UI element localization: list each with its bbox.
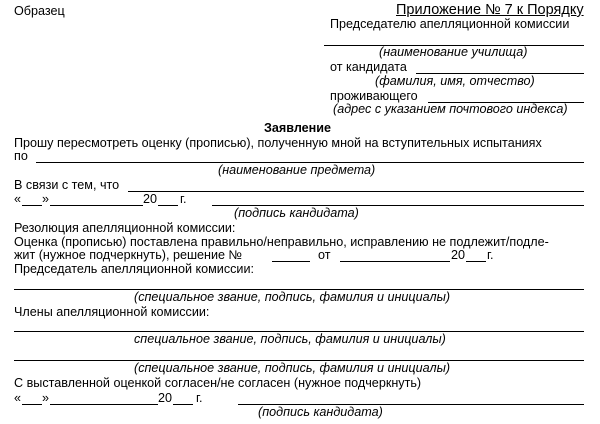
sample-label: Образец xyxy=(14,4,65,18)
candidate-signature-caption: (подпись кандидата) xyxy=(234,206,359,220)
final-date-year-prefix: 20 xyxy=(158,391,173,405)
request-text: Прошу пересмотреть оценку (прописью), полученную мной на вступительных испытаниях xyxy=(14,136,542,150)
decision-year-line[interactable] xyxy=(466,261,486,262)
final-date-month-line[interactable] xyxy=(50,404,158,405)
final-date-g-label: г. xyxy=(196,391,203,405)
statement-title: Заявление xyxy=(264,121,332,135)
decision-g-label: г. xyxy=(487,248,494,262)
final-date-quote-open: « xyxy=(14,391,22,405)
agreement-text: С выставленной оценкой согласен/не согласен (нужное подчеркнуть) xyxy=(14,376,422,390)
final-signature-caption: (подпись кандидата) xyxy=(258,405,383,419)
reason-label: В связи с тем, что xyxy=(14,178,120,192)
candidate-name-caption: (фамилия, имя, отчество) xyxy=(375,74,535,88)
chairman-caption: (специальное звание, подпись, фамилия и инициалы) xyxy=(134,290,451,304)
date-quote-close: » xyxy=(42,192,50,206)
appendix-heading: Приложение № 7 к Порядку xyxy=(396,2,584,18)
date-month-line[interactable] xyxy=(50,205,143,206)
residing-label: проживающего xyxy=(330,89,418,103)
school-name-caption: (наименование училища) xyxy=(379,45,528,59)
date-year-prefix: 20 xyxy=(143,192,158,206)
from-candidate-label: от кандидата xyxy=(330,60,407,74)
po-label: по xyxy=(14,149,28,163)
member1-caption: специальное звание, подпись, фамилия и инициалы) xyxy=(134,332,446,346)
grade-text-line2: жит (нужное подчеркнуть), решение № xyxy=(14,248,243,262)
addressee-text: Председателю апелляционной комиссии xyxy=(330,17,570,31)
final-date-year-line[interactable] xyxy=(173,404,193,405)
chairman-label: Председатель апелляционной комиссии: xyxy=(14,262,254,276)
date-day-line[interactable] xyxy=(22,205,42,206)
decision-from-label: от xyxy=(318,248,331,262)
date-year-line[interactable] xyxy=(158,205,178,206)
resolution-heading: Резолюция апелляционной комиссии: xyxy=(14,221,236,235)
date-quote-open: « xyxy=(14,192,22,206)
decision-number-line[interactable] xyxy=(272,261,310,262)
address-caption: (адрес с указанием почтового индекса) xyxy=(333,102,568,116)
member2-caption: (специальное звание, подпись, фамилия и инициалы) xyxy=(134,361,451,375)
final-date-quote-close: » xyxy=(42,391,50,405)
final-date-day-line[interactable] xyxy=(22,404,42,405)
decision-year-prefix: 20 xyxy=(451,248,466,262)
members-label: Члены апелляционной комиссии: xyxy=(14,305,210,319)
subject-caption: (наименование предмета) xyxy=(218,163,376,177)
date-g-label: г. xyxy=(180,192,187,206)
reason-line[interactable] xyxy=(128,191,584,192)
grade-text-line1: Оценка (прописью) поставлена правильно/неправильно, исправлению не подлежит/подле- xyxy=(14,235,549,249)
decision-date-line[interactable] xyxy=(340,261,450,262)
